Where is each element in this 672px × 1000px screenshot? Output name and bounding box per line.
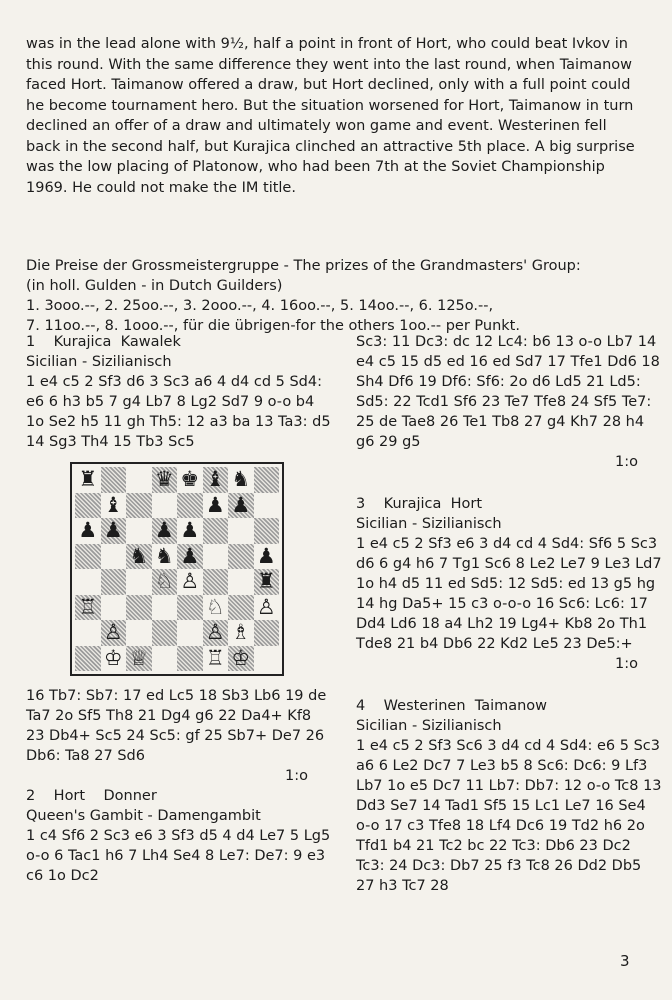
white-rook-icon: ♖ [78,594,98,619]
board-square [177,518,203,544]
board-square [152,569,178,595]
board-square [254,518,280,544]
board-square [228,493,254,519]
board-square [203,544,229,570]
board-square [203,493,229,519]
board-square [101,493,127,519]
board-square [101,544,127,570]
board-square [152,467,178,493]
game-1-result: 1:o [285,768,308,784]
board-square [254,646,280,672]
black-bishop-icon: ♝ [103,492,123,517]
white-rook-icon: ♖ [205,645,225,670]
game-2-header: 2 Hort Donner [26,788,157,804]
black-pawn-icon: ♟ [180,543,200,568]
board-square [254,467,280,493]
game-2 [26,786,332,886]
board-square [177,493,203,519]
board-square [254,493,280,519]
board-square [177,544,203,570]
board-square [254,569,280,595]
board-square [152,544,178,570]
game-1-moves-part-1: 1 e4 c5 2 Sf3 d6 3 Sc3 a6 4 d4 cd 5 Sd4: e6 6 h3 b5 7 g4 Lb7 8 Lg2 Sd7 9 o-o b4 1o Se2 h5 11 gh Th5: 12 a3 ba 13 Ta3: d5 14 Sg3 Th4 15 Tb3 Sc5 [26,374,331,450]
black-pawn-icon: ♟ [205,492,225,517]
white-king-icon: ♔ [103,645,123,670]
right-column [356,332,662,896]
game-2-opening: Queen's Gambit - Damengambit [26,808,261,824]
board-square [203,620,229,646]
board-square [203,569,229,595]
board-square [228,467,254,493]
game-1 [26,332,332,786]
white-bishop-icon: ♗ [231,620,251,645]
black-king-icon: ♚ [180,467,200,492]
board-square [228,620,254,646]
black-knight-icon: ♞ [129,543,149,568]
board-square [228,569,254,595]
board-square [126,544,152,570]
white-knight-icon: ♘ [205,594,225,619]
left-column [26,332,332,886]
white-queen-icon: ♕ [129,645,149,670]
board-square [101,467,127,493]
game-3 [356,494,662,674]
board-square [203,518,229,544]
prizes-line-1: Die Preise der Grossmeistergruppe - The prizes of the Grandmasters' Group: [26,258,581,274]
black-knight-icon: ♞ [231,467,251,492]
chess-diagram [70,462,284,676]
board-square [126,518,152,544]
board-square [75,518,101,544]
board-square [152,518,178,544]
board-square [177,569,203,595]
black-pawn-icon: ♟ [154,518,174,543]
board-square [254,620,280,646]
game-2-moves: 1 c4 Sf6 2 Sc3 e6 3 Sf3 d5 4 d4 Le7 5 Lg5 o-o 6 Tac1 h6 7 Lh4 Se4 8 Le7: De7: 9 e3 c6 1o Dc2 [26,828,331,884]
board-square [152,646,178,672]
black-pawn-icon: ♟ [103,518,123,543]
game-1-opening: Sicilian - Sizilianisch [26,354,172,370]
game-2-result: 1:o [615,454,638,470]
game-1-moves-part-3: Sc3: 11 Dc3: dc 12 Lc4: b6 13 o-o Lb7 14 e4 c5 15 d5 ed 16 ed Sd7 17 Tfe1 Dd6 18 Sh4 Df6 19 Df6: Sf6: 2o d6 Ld5 21 Ld5: Sd5: 22 Tcd1 Sf6 23 Te7 Tfe8 24 Sf5 Te7: 25 de Tae8 26 Te1 Tb8 27 g4 Kh7 28 h4 g6 29 g5 [356,334,660,450]
black-bishop-icon: ♝ [205,467,225,492]
white-pawn-icon: ♙ [256,594,276,619]
board-square [177,467,203,493]
prizes-line-4: 7. 11oo.--, 8. 1ooo.--, für die übrigen-for the others 1oo.-- per Punkt. [26,318,520,334]
page-number: 3 [620,952,630,970]
board-square [126,569,152,595]
game-4-moves: 1 e4 c5 2 Sf3 Sc6 3 d4 cd 4 Sd4: e6 5 Sc3 a6 6 Le2 Dc7 7 Le3 b5 8 Sc6: Dc6: 9 Lf3 Lb7 1o e5 Dc7 11 Lb7: Db7: 12 o-o Tc8 13 Dd3 Se7 14 Tad1 Sf5 15 Lc1 Le7 16 Se4 o-o 17 c3 Tfe8 18 Lf4 Dc6 19 Td2 h6 2o Tfd1 b4 21 Tc2 bc 22 Tc3: Db6 23 Dc2 Tc3: 24 Dc3: Db7 25 f3 Tc8 26 Dd2 Db5 27 h3 Tc7 28 [356,738,662,894]
board-square [75,595,101,621]
black-knight-icon: ♞ [154,543,174,568]
board-square [228,518,254,544]
prizes-line-2: (in holl. Gulden - in Dutch Guilders) [26,278,283,294]
board-square [228,646,254,672]
board-square [126,620,152,646]
board-square [228,544,254,570]
board-square [228,595,254,621]
game-3-result: 1:o [615,656,638,672]
board-square [101,569,127,595]
board-square [152,620,178,646]
board-square [75,467,101,493]
game-1-moves-part-2: 16 Tb7: Sb7: 17 ed Lc5 18 Sb3 Lb6 19 de Ta7 2o Sf5 Th8 21 Dg4 g6 22 Da4+ Kf8 23 Db4+ Sc5 24 Sc5: gf 25 Sb7+ De7 26 Db6: Ta8 27 Sd6 [26,688,327,764]
board-square [126,646,152,672]
white-pawn-icon: ♙ [103,620,123,645]
board-square [101,620,127,646]
board-square [203,467,229,493]
black-pawn-icon: ♟ [180,518,200,543]
board-square [126,595,152,621]
prizes-block [26,256,646,336]
board-square [254,544,280,570]
white-pawn-icon: ♙ [205,620,225,645]
board-square [101,646,127,672]
board-square [75,493,101,519]
black-pawn-icon: ♟ [256,543,276,568]
black-rook-icon: ♜ [78,467,98,492]
white-pawn-icon: ♙ [180,569,200,594]
board-square [75,569,101,595]
board-square [75,620,101,646]
game-4-opening: Sicilian - Sizilianisch [356,718,502,734]
white-king-icon: ♔ [231,645,251,670]
game-1-header: 1 Kurajica Kawalek [26,334,181,350]
chess-board [75,467,279,671]
board-square [101,518,127,544]
game-4-header: 4 Westerinen Taimanow [356,698,548,714]
black-pawn-icon: ♟ [78,518,98,543]
board-square [126,467,152,493]
black-pawn-icon: ♟ [231,492,251,517]
board-square [101,595,127,621]
board-square [177,595,203,621]
board-square [177,646,203,672]
game-4 [356,696,662,896]
white-knight-icon: ♘ [154,569,174,594]
game-3-moves: 1 e4 c5 2 Sf3 e6 3 d4 cd 4 Sd4: Sf6 5 Sc3 d6 6 g4 h6 7 Tg1 Sc6 8 Le2 Le7 9 Le3 Ld7 1o h4 d5 11 ed Sd5: 12 Sd5: ed 13 g5 hg 14 hg Da5+ 15 c3 o-o-o 16 Sc6: Lc6: 17 Dd4 Ld6 18 a4 Lh2 19 Lg4+ Kb8 2o Th1 Tde8 21 b4 Db6 22 Kd2 Le5 23 De5:+ [356,536,662,652]
board-square [203,595,229,621]
black-queen-icon: ♛ [154,467,174,492]
board-square [126,493,152,519]
black-rook-icon: ♜ [256,569,276,594]
game-3-header: 3 Kurajica Hort [356,496,483,512]
intro-paragraph: was in the lead alone with 9½, half a point in front of Hort, who could beat Ivkov in this round. With the same difference they went into the last round, when Taimanow faced Hort. Taimanow offered a draw, but Hort declined, only with a full point could he become tournament hero. But the situation worsened for Hort, Taimanow in turn declined an offer of a draw and ultimately won game and event. Westerinen fell back in the second half, but Kurajica clinched an attractive 5th place. A big surprise was the low placing of Platonow, who had been 7th at the Soviet Championship 1969. He could not make the IM title. [26,36,635,196]
board-square [75,544,101,570]
prizes-line-3: 1. 3ooo.--, 2. 25oo.--, 3. 2ooo.--, 4. 16oo.--, 5. 14oo.--, 6. 125o.--, [26,298,494,314]
board-square [203,646,229,672]
board-square [152,493,178,519]
board-square [152,595,178,621]
board-square [177,620,203,646]
game-3-opening: Sicilian - Sizilianisch [356,516,502,532]
board-square [75,646,101,672]
board-square [254,595,280,621]
